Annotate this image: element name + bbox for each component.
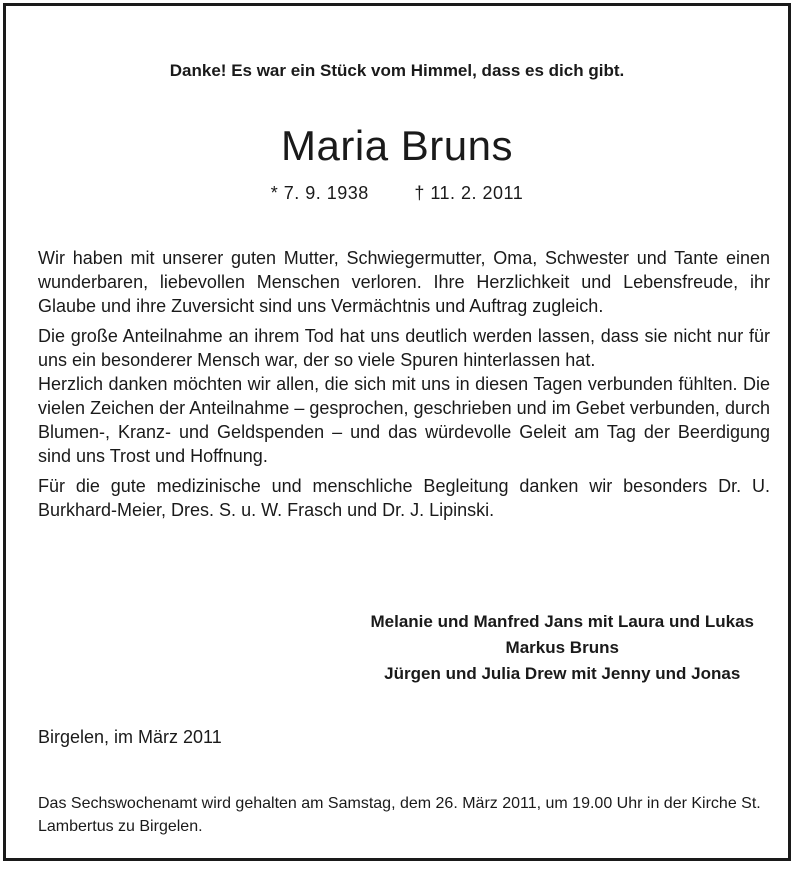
motto: Danke! Es war ein Stück vom Himmel, dass es dich gibt. <box>169 61 625 80</box>
signer-line: Melanie und Manfred Jans mit Laura und Lukas <box>370 612 754 631</box>
obituary-body <box>38 246 770 522</box>
place-date: Birgelen, im März 2011 <box>38 727 222 747</box>
death-date: † 11. 2. 2011 <box>414 183 524 203</box>
mass-notice: Das Sechswochenamt wird gehalten am Samstag, dem 26. März 2011, um 19.00 Uhr in der Kirche St. Lambertus zu Birgelen. <box>38 795 761 835</box>
paragraph: Für die gute medizinische und menschliche Begleitung danken wir besonders Dr. U. Burkhard-Meier, Dres. S. u. W. Frasch und Dr. J. Lipinski. <box>38 476 770 520</box>
paragraph: Herzlich danken möchten wir allen, die sich mit uns in diesen Tagen verbunden fühlten. Die vielen Zeichen der Anteilnahme – gesprochen, geschrieben und im Gebet verbunden, durch Blumen-, Kranz- und Geldspenden – und das würdevolle Geleit am Tag der Beerdigung sind uns Trost und Hoffnung. <box>38 374 770 466</box>
paragraph: Wir haben mit unserer guten Mutter, Schwiegermutter, Oma, Schwester und Tante einen wunderbaren, liebevollen Menschen verloren. Ihre Herzlichkeit und Lebensfreude, ihr Glaube und ihre Zuversicht sind uns Vermächtnis und Auftrag zugleich. <box>38 248 770 316</box>
paragraph: Die große Anteilnahme an ihrem Tod hat uns deutlich werden lassen, dass sie nicht nur für uns ein besonderer Mensch war, der so viele Spuren hinterlassen hat. <box>38 326 770 370</box>
signer-line: Markus Bruns <box>505 638 619 657</box>
life-dates <box>6 183 788 204</box>
deceased-name: Maria Bruns <box>281 122 513 169</box>
signers <box>370 609 754 687</box>
birth-date: * 7. 9. 1938 <box>270 183 369 203</box>
obituary-frame <box>3 3 791 861</box>
signer-line: Jürgen und Julia Drew mit Jenny und Jonas <box>384 664 741 683</box>
